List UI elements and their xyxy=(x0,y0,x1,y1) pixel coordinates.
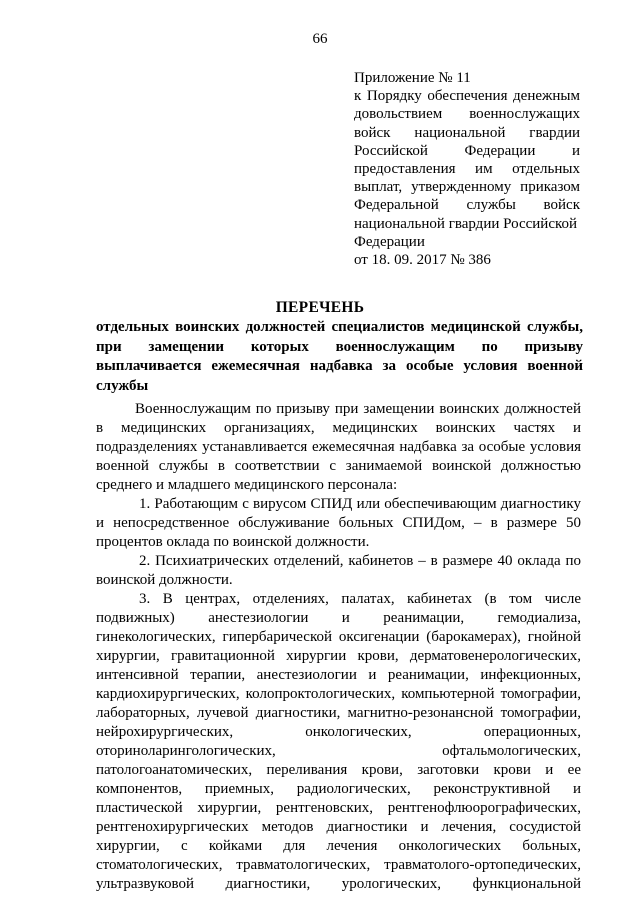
body-line: компонентов, приемных, радиологических, реконструктивной и xyxy=(96,781,581,797)
appendix-heading: Приложение № 11 xyxy=(354,70,471,86)
subtitle-line: службы xyxy=(96,377,149,394)
body-line: подразделениях устанавливается ежемесячная надбавка за особые условия xyxy=(96,439,581,455)
body-line: интенсивной терапии, анестезиологии и реанимации, инфекционных, xyxy=(96,667,581,683)
body-line: кардиохирургических, колопроктологических, компьютерной томографии, xyxy=(96,686,581,702)
body-line: пластической хирургии, рентгеновских, рентгенофлюорографических, xyxy=(96,800,581,816)
body-line: стоматологических, травматологических, травматолого-ортопедических, xyxy=(96,857,581,873)
appendix-line: Российской Федерации и xyxy=(354,142,580,159)
document-body xyxy=(96,400,581,894)
body-line: хирургии, с койками для лечения онкологических больных, xyxy=(96,838,581,854)
subtitle-line: при замещении которых военнослужащим по призыву xyxy=(96,338,583,355)
appendix-line: национальной гвардии Российской xyxy=(354,215,578,232)
body-line: хирургии, гравитационной хирургии крови, дерматовенерологических, xyxy=(96,648,581,664)
appendix-line: Федерации xyxy=(354,233,425,250)
appendix-line: довольствием военнослужащих xyxy=(354,106,580,123)
document-subtitle xyxy=(96,318,583,396)
body-line: подвижных) анестезиологии и реанимации, гемодиализа, xyxy=(96,610,581,626)
body-line: воинской должности. xyxy=(96,572,233,588)
appendix-date: от 18. 09. 2017 № 386 xyxy=(354,252,491,269)
body-line: и непосредственное обслуживание больных СПИДом, – в размере 50 xyxy=(96,515,581,531)
subtitle-line: выплачивается ежемесячная надбавка за особые условия военной xyxy=(96,358,583,374)
subtitle-line: отдельных воинских должностей специалистов медицинской службы, xyxy=(96,319,583,335)
body-line: 3. В центрах, отделениях, палатах, кабинетах (в том числе xyxy=(139,591,581,607)
page-number: 66 xyxy=(312,31,328,47)
body-line: среднего и младшего медицинского персонала: xyxy=(96,477,398,493)
body-line: нейрохирургических, онкологических, операционных, xyxy=(96,724,581,740)
appendix-line: выплат, утвержденному приказом xyxy=(354,179,580,196)
appendix-line: войск национальной гвардии xyxy=(354,124,580,141)
body-line: Военнослужащим по призыву при замещении воинских должностей xyxy=(135,401,581,417)
body-line: 2. Психиатрических отделений, кабинетов – в размере 40 оклада по xyxy=(139,553,581,569)
document-title: ПЕРЕЧЕНЬ xyxy=(275,299,365,316)
body-line: оториноларингологических, офтальмологических, xyxy=(96,743,581,759)
body-line: рентгенохирургических методов диагностики и лечения, сосудистой xyxy=(96,819,581,835)
body-line: в медицинских организациях, медицинских воинских частях и xyxy=(96,420,581,436)
body-line: военной службы в соответствии с занимаемой воинской должностью xyxy=(96,458,581,474)
body-line: 1. Работающим с вирусом СПИД или обеспечивающим диагностику xyxy=(139,496,581,512)
body-line: патологоанатомических, переливания крови, заготовки крови и ее xyxy=(96,762,581,778)
appendix-block xyxy=(354,69,580,269)
body-line: лабораторных, лучевой диагностики, магнитно-резонансной томографии, xyxy=(96,705,581,721)
body-line: процентов оклада по воинской должности. xyxy=(96,534,370,550)
appendix-line: Федеральной службы войск xyxy=(354,197,580,214)
body-line: гинекологических, гипербарической оксигенации (барокамерах), гнойной xyxy=(96,629,581,645)
appendix-line: предоставления им отдельных xyxy=(354,161,580,178)
appendix-line: к Порядку обеспечения денежным xyxy=(354,88,580,105)
body-line: ультразвуковой диагностики, урологических, функциональной xyxy=(96,876,581,892)
